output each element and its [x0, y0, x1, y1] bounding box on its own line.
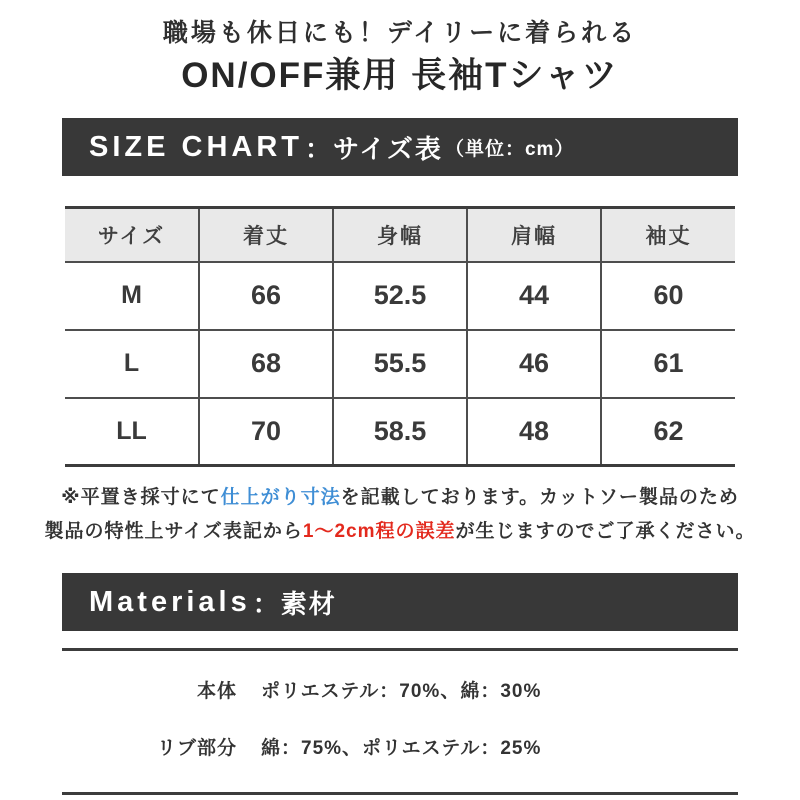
- size-chart-table: [65, 206, 735, 467]
- size-table-row-m: [65, 262, 735, 330]
- size-chart-unit-label: （単位：cm）: [444, 138, 575, 160]
- material-label: リブ部分: [156, 738, 237, 759]
- table-cell: 61: [601, 330, 735, 398]
- size-label: L: [65, 330, 199, 398]
- column-header-sleeve-length: 袖丈: [601, 208, 735, 262]
- materials-heading-en: Materials: [89, 585, 251, 618]
- note-highlight-finished-size: 仕上がり寸法: [220, 487, 341, 508]
- page-header: [0, 0, 800, 98]
- size-table-row-l: [65, 330, 735, 398]
- table-cell: 52.5: [333, 262, 467, 330]
- material-label: 本体: [196, 681, 237, 702]
- note-text: ※平置き採寸にて: [61, 487, 221, 508]
- table-cell: 60: [601, 262, 735, 330]
- materials-heading-ja: 素材: [280, 588, 337, 619]
- note-highlight-tolerance: 1〜2cm程の誤差: [302, 521, 456, 542]
- table-cell: 48: [467, 398, 601, 466]
- materials-list: [65, 651, 735, 763]
- materials-heading-separator: ：: [252, 588, 279, 619]
- note-line-2: [0, 515, 800, 549]
- product-title: ON/OFF兼用 長袖Tシャツ: [181, 56, 619, 95]
- table-cell: 58.5: [333, 398, 467, 466]
- table-cell: 44: [467, 262, 601, 330]
- table-cell: 46: [467, 330, 601, 398]
- size-chart-section-heading: [62, 118, 738, 176]
- column-header-shoulder-width: 肩幅: [467, 208, 601, 262]
- table-cell: 68: [199, 330, 333, 398]
- size-table-row-ll: [65, 398, 735, 466]
- size-chart-heading-ja: サイズ表: [333, 133, 443, 164]
- note-line-1: [0, 481, 800, 515]
- note-text: が生じますのでご了承ください。: [455, 521, 756, 542]
- materials-bottom-rule: [62, 792, 738, 795]
- table-cell: 66: [199, 262, 333, 330]
- column-header-body-length: 着丈: [199, 208, 333, 262]
- note-text: 製品の特性上サイズ表記から: [44, 521, 303, 542]
- size-chart-heading-separator: ：: [305, 133, 332, 164]
- material-composition: ポリエステル：70%、綿：30%: [261, 681, 542, 702]
- table-cell: 70: [199, 398, 333, 466]
- size-table-header-row: [65, 208, 735, 262]
- catch-copy: 職場も休日にも！デイリーに着られる: [162, 19, 638, 47]
- column-header-size: サイズ: [65, 208, 199, 262]
- note-text: を記載しております。カットソー製品のため: [340, 487, 739, 508]
- size-label: M: [65, 262, 199, 330]
- material-row-rib: [65, 735, 735, 763]
- material-composition: 綿：75%、ポリエステル：25%: [261, 738, 542, 759]
- size-label: LL: [116, 416, 147, 445]
- table-cell: 55.5: [333, 330, 467, 398]
- column-header-body-width: 身幅: [333, 208, 467, 262]
- size-chart-heading-en: SIZE CHART: [89, 130, 303, 163]
- table-cell: 62: [601, 398, 735, 466]
- materials-section-heading: [62, 573, 738, 631]
- material-row-body: [65, 678, 735, 706]
- measurement-note: [0, 481, 800, 549]
